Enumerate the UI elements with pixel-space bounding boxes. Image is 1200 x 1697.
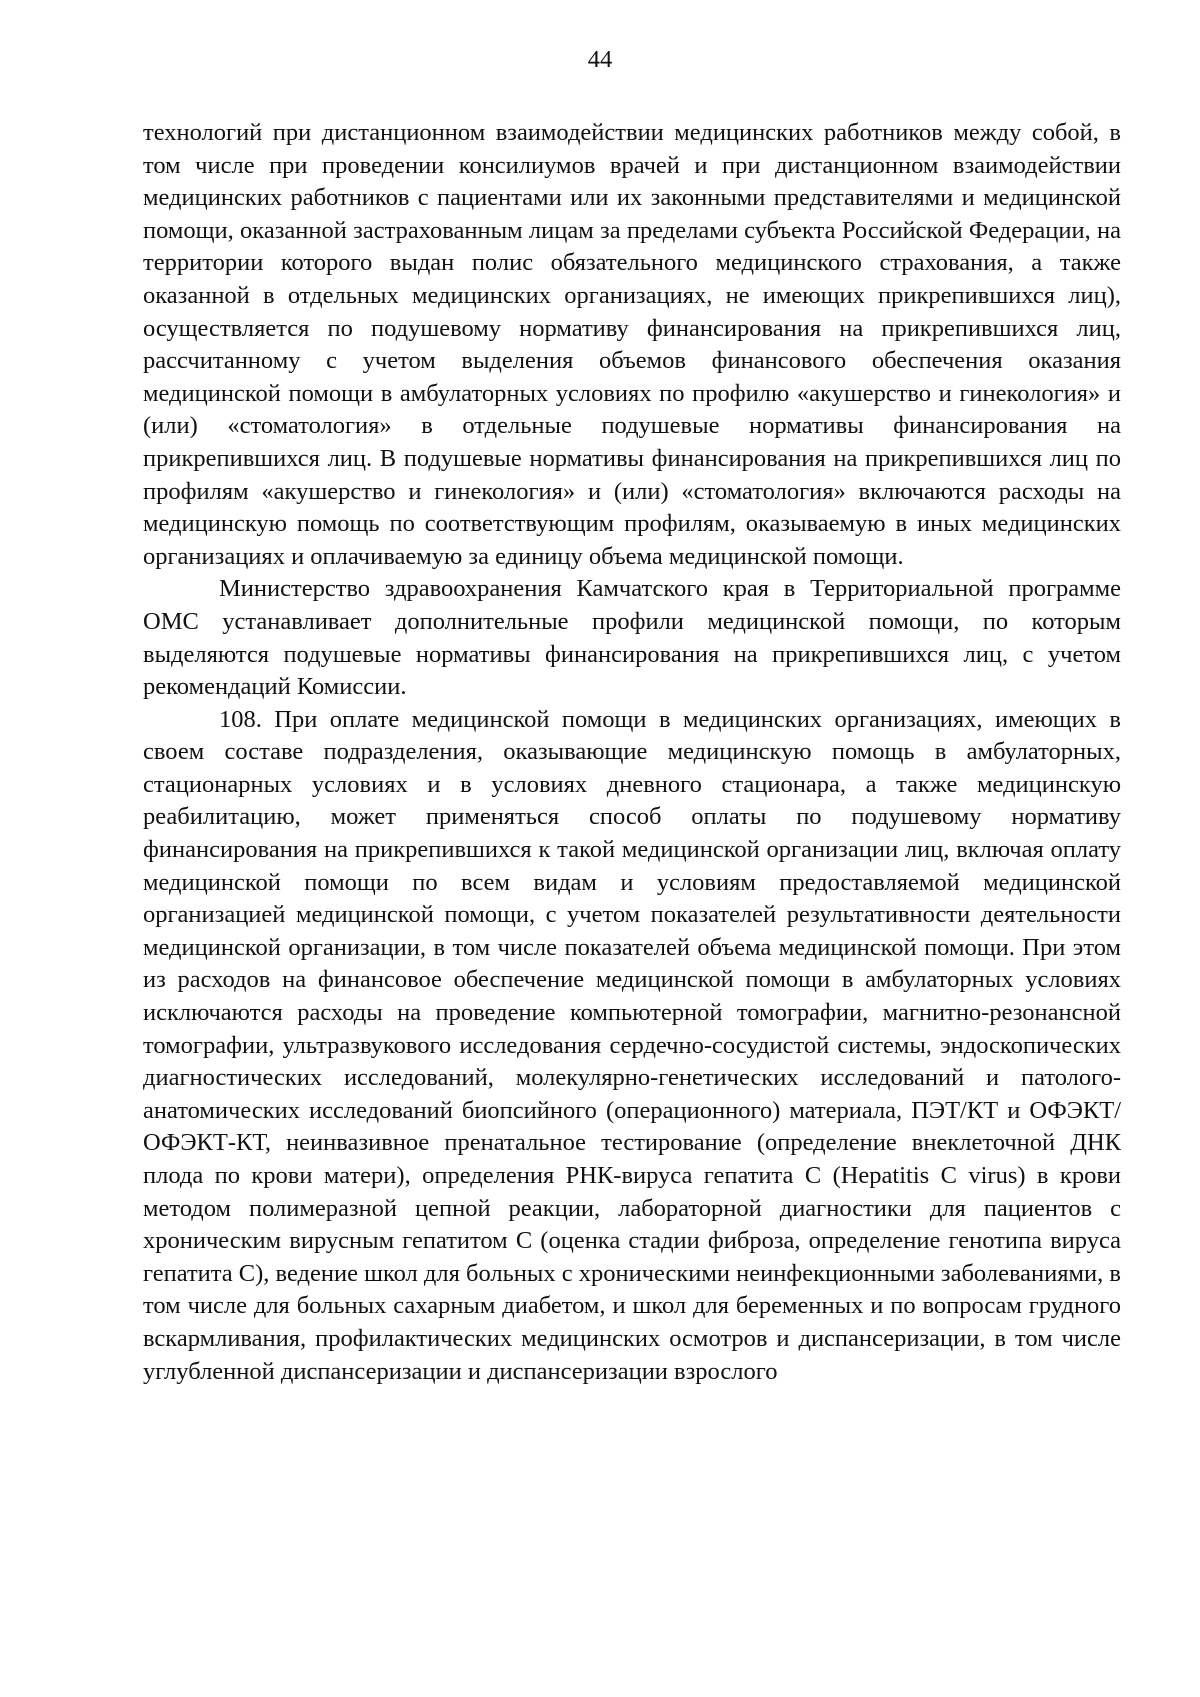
- document-body: [143, 117, 1121, 1388]
- page-number: 44: [587, 46, 613, 73]
- paragraph-ministry: Министерство здравоохранения Камчатского края в Территориальной программе ОМС устанавливает дополнительные профили медицинской помощи, по которым выделяются подушевые нормативы финансирования на прикрепившихся лиц, с учетом рекомендаций Комиссии.: [143, 575, 1121, 701]
- paragraph-108: 108. При оплате медицинской помощи в медицинских организациях, имеющих в своем составе подразделения, оказывающие медицинскую помощь в амбулаторных, стационарных условиях и в условиях дневного стационара, а также медицинскую реабилитацию, может применяться способ оплаты по подушевому нормативу финансирования на прикрепившихся к такой медицинской организации лиц, включая оплату медицинской помощи по всем видам и условиям предоставляемой медицинской организацией медицинской помощи, с учетом показателей результативности деятельности медицинской организации, в том числе показателей объема медицинской помощи. При этом из расходов на финансовое обеспечение медицинской помощи в амбулаторных условиях исключаются расходы на проведение компьютерной томографии, магнитно-резонансной томографии, ультразвукового исследования сердечно-сосудистой системы, эндоскопических диагностических исследований, молекулярно-генетических исследований и патолого-анатомических исследований биопсийного (операционного) материала, ПЭТ/КТ и ОФЭКТ/ОФЭКТ-КТ, неинвазивное пренатальное тестирование (определение внеклеточной ДНК плода по крови матери), определения РНК-вируса гепатита С (Hepatitis C virus) в крови методом полимеразной цепной реакции, лабораторной диагностики для пациентов с хроническим вирусным гепатитом С (оценка стадии фиброза, определение генотипа вируса гепатита С), ведение школ для больных с хроническими неинфекционными заболеваниями, в том числе для больных сахарным диабетом, и школ для беременных и по вопросам грудного вскармливания, профилактических медицинских осмотров и диспансеризации, в том числе углубленной диспансеризации и диспансеризации взрослого: [143, 705, 1121, 1385]
- paragraph-continuation: технологий при дистанционном взаимодействии медицинских работников между собой, в том числе при проведении консилиумов врачей и при дистанционном взаимодействии медицинских работников с пациентами или их законными представителями и медицинской помощи, оказанной застрахованным лицам за пределами субъекта Российской Федерации, на территории которого выдан полис обязательного медицинского страхования, а также оказанной в отдельных медицинских организациях, не имеющих прикрепившихся лиц), осуществляется по подушевому нормативу финансирования на прикрепившихся лиц, рассчитанному с учетом выделения объемов финансового обеспечения оказания медицинской помощи в амбулаторных условиях по профилю «акушерство и гинекология» и (или) «стоматология» в отдельные подушевые нормативы финансирования на прикрепившихся лиц. В подушевые нормативы финансирования на прикрепившихся лиц по профилям «акушерство и гинекология» и (или) «стоматология» включаются расходы на медицинскую помощь по соответствующим профилям, оказываемую в иных медицинских организациях и оплачиваемую за единицу объема медицинской помощи.: [143, 119, 1121, 570]
